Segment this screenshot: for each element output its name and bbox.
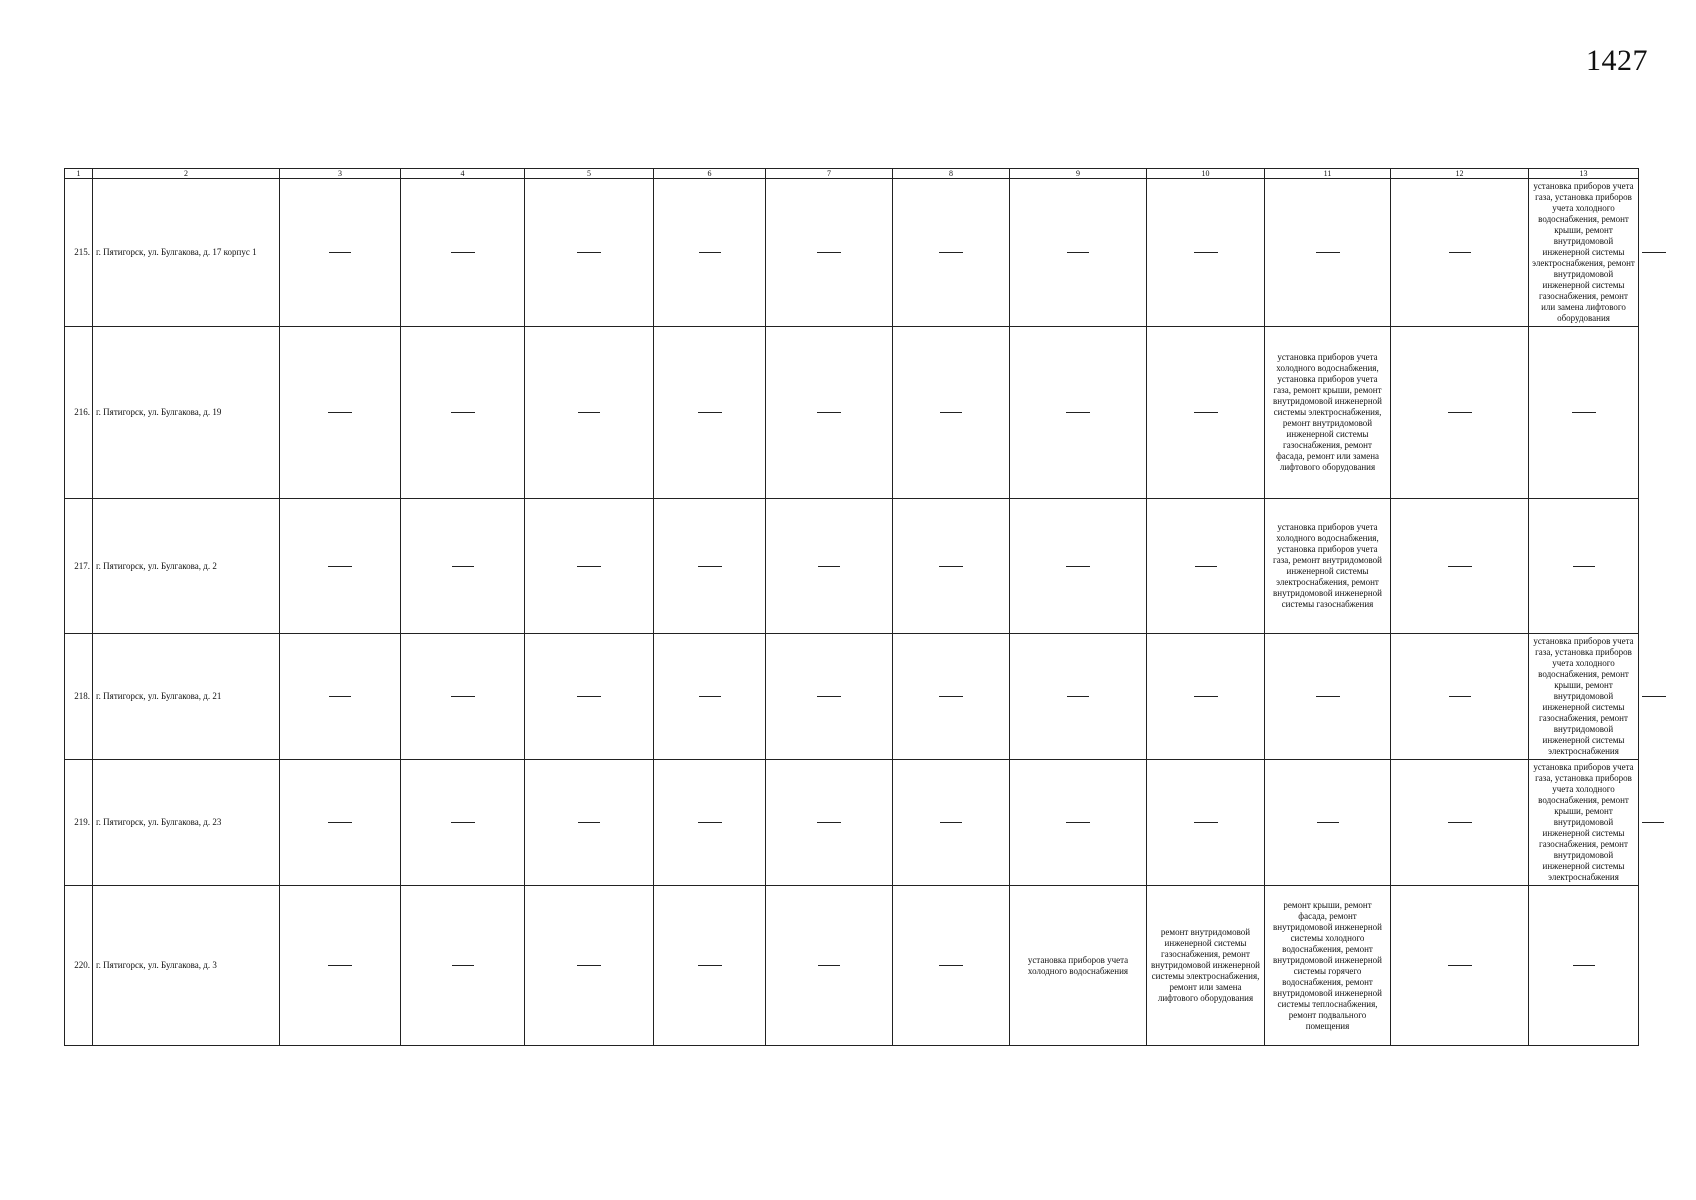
empty-cell — [1391, 179, 1529, 327]
header-cell: 5 — [525, 169, 654, 179]
dash-mark — [1573, 566, 1595, 567]
address-cell: г. Пятигорск, ул. Булгакова, д. 21 — [93, 634, 280, 760]
address-cell: г. Пятигорск, ул. Булгакова, д. 17 корпус 1 — [93, 179, 280, 327]
empty-cell — [525, 886, 654, 1046]
dash-mark — [940, 412, 962, 413]
dash-mark — [1066, 822, 1090, 823]
empty-cell — [401, 760, 525, 886]
empty-cell — [525, 327, 654, 499]
row-number: 215. — [65, 179, 93, 327]
address-cell: г. Пятигорск, ул. Булгакова, д. 3 — [93, 886, 280, 1046]
header-cell: 7 — [766, 169, 893, 179]
empty-cell — [654, 327, 766, 499]
empty-cell — [1529, 499, 1639, 634]
dash-mark — [817, 252, 841, 253]
empty-cell — [893, 327, 1010, 499]
empty-cell — [1010, 499, 1147, 634]
empty-cell — [1391, 760, 1529, 886]
dash-mark — [1642, 252, 1666, 253]
empty-cell — [1010, 634, 1147, 760]
row-number: 220. — [65, 886, 93, 1046]
dash-mark — [1194, 696, 1218, 697]
empty-cell — [766, 634, 893, 760]
empty-cell — [1391, 886, 1529, 1046]
header-cell: 12 — [1391, 169, 1529, 179]
empty-cell — [766, 760, 893, 886]
dash-mark — [1642, 822, 1664, 823]
empty-cell — [280, 179, 401, 327]
empty-cell — [1147, 499, 1265, 634]
dash-mark — [940, 822, 962, 823]
repair-schedule-table — [64, 168, 1639, 1046]
row-number: 216. — [65, 327, 93, 499]
table-row — [65, 634, 1639, 760]
dash-mark — [1066, 412, 1090, 413]
empty-cell — [654, 499, 766, 634]
row-number: 219. — [65, 760, 93, 886]
dash-mark — [1449, 252, 1471, 253]
table-row — [65, 499, 1639, 634]
dash-mark — [698, 965, 722, 966]
header-cell: 3 — [280, 169, 401, 179]
dash-mark — [1449, 696, 1471, 697]
dash-mark — [451, 822, 475, 823]
dash-mark — [329, 696, 351, 697]
header-cell: 1 — [65, 169, 93, 179]
dash-mark — [328, 822, 352, 823]
dash-mark — [699, 252, 721, 253]
empty-cell — [654, 634, 766, 760]
dash-mark — [451, 696, 475, 697]
dash-mark — [1195, 566, 1217, 567]
empty-cell — [280, 327, 401, 499]
empty-cell — [1010, 760, 1147, 886]
empty-cell — [1391, 634, 1529, 760]
dash-mark — [328, 566, 352, 567]
table-row — [65, 886, 1639, 1046]
empty-cell — [280, 499, 401, 634]
dash-mark — [1194, 412, 1218, 413]
dash-mark — [939, 965, 963, 966]
row-number: 217. — [65, 499, 93, 634]
header-cell: 9 — [1010, 169, 1147, 179]
empty-cell — [654, 886, 766, 1046]
dash-mark — [329, 252, 351, 253]
dash-mark — [817, 696, 841, 697]
empty-cell — [280, 886, 401, 1046]
column-number-header — [65, 169, 1639, 179]
header-cell: 11 — [1265, 169, 1391, 179]
empty-cell — [893, 499, 1010, 634]
work-description-cell: установка приборов учета газа, установка приборов учета холодного водоснабжения, ремонт крыши, ремонт внутридомовой инженерной системы газоснабжения, ремонт внутридомовой инженерной системы электроснабжения — [1529, 634, 1639, 760]
empty-cell — [1265, 760, 1391, 886]
dash-mark — [698, 412, 722, 413]
empty-cell — [1010, 179, 1147, 327]
empty-cell — [525, 179, 654, 327]
header-cell: 13 — [1529, 169, 1639, 179]
dash-mark — [939, 252, 963, 253]
dash-mark — [818, 965, 840, 966]
header-cell: 8 — [893, 169, 1010, 179]
dash-mark — [1448, 566, 1472, 567]
dash-mark — [451, 252, 475, 253]
empty-cell — [893, 886, 1010, 1046]
address-cell: г. Пятигорск, ул. Булгакова, д. 2 — [93, 499, 280, 634]
empty-cell — [1147, 327, 1265, 499]
dash-mark — [577, 696, 601, 697]
dash-mark — [451, 412, 475, 413]
empty-cell — [1147, 179, 1265, 327]
work-description-cell: установка приборов учета газа, установка приборов учета холодного водоснабжения, ремонт крыши, ремонт внутридомовой инженерной системы газоснабжения, ремонт внутридомовой инженерной системы электроснабжения — [1529, 760, 1639, 886]
dash-mark — [1194, 252, 1218, 253]
dash-mark — [699, 696, 721, 697]
dash-mark — [1316, 696, 1340, 697]
work-description-cell: установка приборов учета газа, установка приборов учета холодного водоснабжения, ремонт крыши, ремонт внутридомовой инженерной системы электроснабжения, ремонт внутридомовой инженерной системы газоснабжения, ремонт или замена лифтового оборудования — [1529, 179, 1639, 327]
dash-mark — [452, 566, 474, 567]
dash-mark — [577, 965, 601, 966]
dash-mark — [1067, 696, 1089, 697]
dash-mark — [1317, 822, 1339, 823]
dash-mark — [1067, 252, 1089, 253]
empty-cell — [1147, 634, 1265, 760]
dash-mark — [328, 412, 352, 413]
work-description-cell: ремонт внутридомовой инженерной системы газоснабжения, ремонт внутридомовой инженерной системы электроснабжения, ремонт или замена лифтового оборудования — [1147, 886, 1265, 1046]
dash-mark — [698, 566, 722, 567]
dash-mark — [1316, 252, 1340, 253]
empty-cell — [401, 179, 525, 327]
dash-mark — [817, 412, 841, 413]
dash-mark — [577, 252, 601, 253]
empty-cell — [654, 760, 766, 886]
empty-cell — [525, 634, 654, 760]
table-row — [65, 760, 1639, 886]
page-number: 1427 — [1586, 44, 1648, 77]
empty-cell — [1147, 760, 1265, 886]
header-cell: 2 — [93, 169, 280, 179]
address-cell: г. Пятигорск, ул. Булгакова, д. 23 — [93, 760, 280, 886]
empty-cell — [893, 760, 1010, 886]
dash-mark — [578, 822, 600, 823]
work-description-cell: ремонт крыши, ремонт фасада, ремонт внутридомовой инженерной системы холодного водоснабжения, ремонт внутридомовой инженерной системы горячего водоснабжения, ремонт внутридомовой инженерной системы теплоснабжения, ремонт подвального помещения — [1265, 886, 1391, 1046]
empty-cell — [654, 179, 766, 327]
work-description-cell: установка приборов учета холодного водоснабжения, установка приборов учета газа, ремонт крыши, ремонт внутридомовой инженерной системы электроснабжения, ремонт внутридомовой инженерной системы газоснабжения, ремонт фасада, ремонт или замена лифтового оборудования — [1265, 327, 1391, 499]
empty-cell — [766, 886, 893, 1046]
empty-cell — [1265, 179, 1391, 327]
row-number: 218. — [65, 634, 93, 760]
empty-cell — [280, 760, 401, 886]
dash-mark — [818, 566, 840, 567]
dash-mark — [1572, 412, 1596, 413]
dash-mark — [1066, 566, 1090, 567]
dash-mark — [577, 566, 601, 567]
table-row — [65, 179, 1639, 327]
empty-cell — [893, 179, 1010, 327]
empty-cell — [766, 179, 893, 327]
empty-cell — [766, 499, 893, 634]
empty-cell — [1529, 327, 1639, 499]
dash-mark — [939, 696, 963, 697]
empty-cell — [893, 634, 1010, 760]
dash-mark — [698, 822, 722, 823]
empty-cell — [280, 634, 401, 760]
dash-mark — [1448, 412, 1472, 413]
dash-mark — [939, 566, 963, 567]
dash-mark — [1642, 696, 1666, 697]
empty-cell — [1265, 634, 1391, 760]
dash-mark — [817, 822, 841, 823]
work-description-cell: установка приборов учета холодного водоснабжения — [1010, 886, 1147, 1046]
empty-cell — [1529, 886, 1639, 1046]
work-description-cell: установка приборов учета холодного водоснабжения, установка приборов учета газа, ремонт внутридомовой инженерной системы электроснабжения, ремонт внутридомовой инженерной системы газоснабжения — [1265, 499, 1391, 634]
dash-mark — [1194, 822, 1218, 823]
empty-cell — [766, 327, 893, 499]
empty-cell — [401, 634, 525, 760]
empty-cell — [401, 499, 525, 634]
header-cell: 4 — [401, 169, 525, 179]
empty-cell — [525, 760, 654, 886]
header-cell: 10 — [1147, 169, 1265, 179]
address-cell: г. Пятигорск, ул. Булгакова, д. 19 — [93, 327, 280, 499]
empty-cell — [1010, 327, 1147, 499]
dash-mark — [328, 965, 352, 966]
dash-mark — [452, 965, 474, 966]
empty-cell — [525, 499, 654, 634]
dash-mark — [1573, 965, 1595, 966]
header-cell: 6 — [654, 169, 766, 179]
dash-mark — [578, 412, 600, 413]
dash-mark — [1448, 822, 1472, 823]
empty-cell — [1391, 327, 1529, 499]
empty-cell — [401, 886, 525, 1046]
table-row — [65, 327, 1639, 499]
dash-mark — [1448, 965, 1472, 966]
empty-cell — [401, 327, 525, 499]
empty-cell — [1391, 499, 1529, 634]
